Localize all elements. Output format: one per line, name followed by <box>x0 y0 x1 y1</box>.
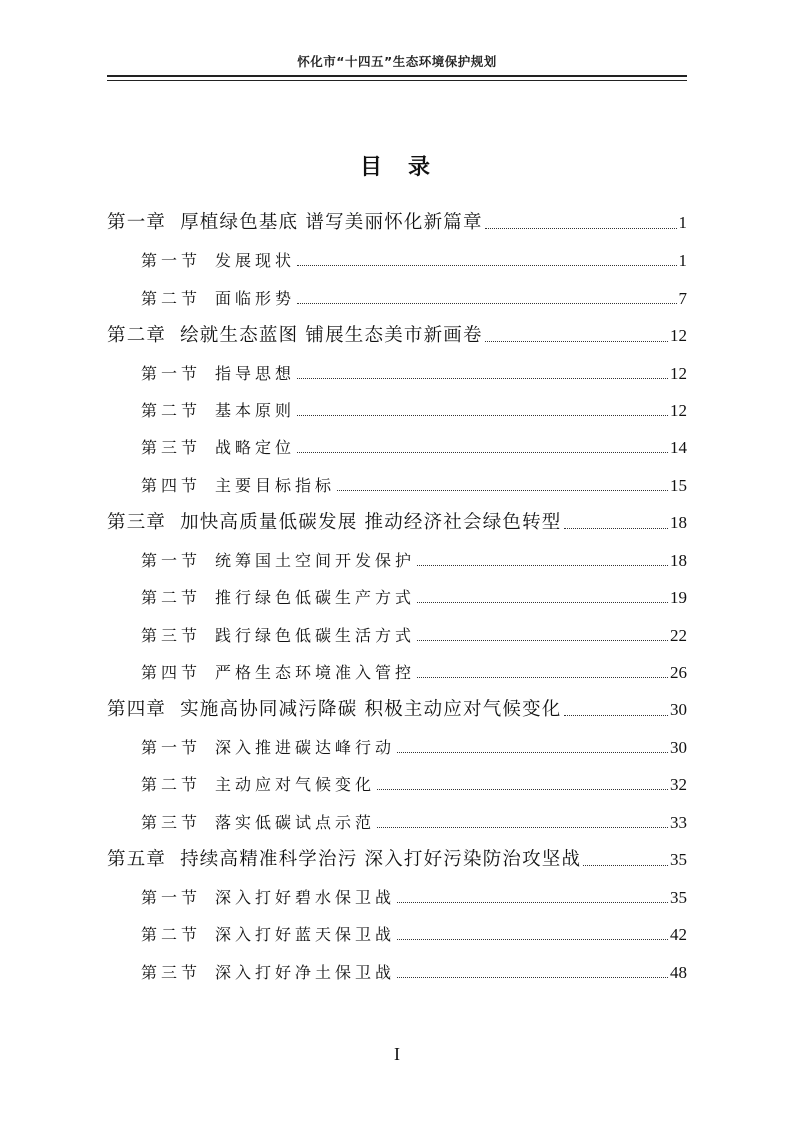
page-footer-number: I <box>394 1044 400 1064</box>
section-number: 第四节 <box>141 663 202 682</box>
chapter-number: 第一章 <box>107 212 167 233</box>
section-number: 第一节 <box>141 364 202 383</box>
toc-section-entry[interactable] <box>141 772 687 795</box>
section-number: 第二节 <box>141 925 202 944</box>
page-number: 30 <box>670 738 687 757</box>
dot-leader <box>297 415 668 416</box>
entry-title: 战略定位 <box>215 438 296 457</box>
page-number: 15 <box>670 476 687 495</box>
toc-section-entry[interactable] <box>141 398 687 421</box>
entry-title: 基本原则 <box>215 401 296 420</box>
page-number: 12 <box>670 364 687 383</box>
entry-title: 厚植绿色基底 谱写美丽怀化新篇章 <box>180 212 483 233</box>
entry-title: 深入推进碳达峰行动 <box>215 738 396 757</box>
page-number: 12 <box>670 401 687 420</box>
section-number: 第一节 <box>141 738 202 757</box>
running-header: 怀化市“十四五”生态环境保护规划 <box>297 54 497 69</box>
chapter-number: 第二章 <box>107 325 167 346</box>
header-rule-thin <box>107 80 687 81</box>
header-rule-thick <box>107 75 687 77</box>
section-number: 第二节 <box>141 588 202 607</box>
section-number: 第二节 <box>141 775 202 794</box>
dot-leader <box>583 865 668 866</box>
entry-title: 深入打好碧水保卫战 <box>215 888 396 907</box>
page-number: 18 <box>670 551 687 570</box>
dot-leader <box>417 677 668 678</box>
entry-title: 绘就生态蓝图 铺展生态美市新画卷 <box>180 325 483 346</box>
section-number: 第四节 <box>141 476 202 495</box>
toc-title-part1: 目 <box>359 155 386 180</box>
page-number: 32 <box>670 775 687 794</box>
page-number: 30 <box>670 700 687 719</box>
dot-leader <box>417 640 668 641</box>
entry-title: 主动应对气候变化 <box>215 775 376 794</box>
entry-title: 主要目标指标 <box>215 476 336 495</box>
dot-leader <box>297 452 668 453</box>
page-number: 35 <box>670 888 687 907</box>
toc-section-entry[interactable] <box>141 660 687 683</box>
toc-section-entry[interactable] <box>141 361 687 384</box>
toc-title <box>107 150 687 181</box>
section-number: 第一节 <box>141 251 202 270</box>
section-number: 第三节 <box>141 438 202 457</box>
toc-section-entry[interactable] <box>141 435 687 458</box>
entry-title: 践行绿色低碳生活方式 <box>215 626 416 645</box>
entry-title: 深入打好净土保卫战 <box>215 963 396 982</box>
toc-section-entry[interactable] <box>141 960 687 983</box>
section-number: 第三节 <box>141 813 202 832</box>
toc-section-entry[interactable] <box>141 623 687 646</box>
toc-section-entry[interactable] <box>141 548 687 571</box>
toc-section-entry[interactable] <box>141 922 687 945</box>
page-number: 42 <box>670 925 687 944</box>
toc-chapter-entry[interactable] <box>107 208 687 234</box>
toc-chapter-entry[interactable] <box>107 508 687 534</box>
dot-leader <box>485 341 668 342</box>
toc-chapter-entry[interactable] <box>107 845 687 871</box>
entry-title: 推行绿色低碳生产方式 <box>215 588 416 607</box>
dot-leader <box>337 490 668 491</box>
dot-leader <box>397 902 668 903</box>
dot-leader <box>397 752 668 753</box>
toc-section-entry[interactable] <box>141 735 687 758</box>
section-number: 第二节 <box>141 289 202 308</box>
dot-leader <box>297 303 676 304</box>
dot-leader <box>377 789 668 790</box>
section-number: 第三节 <box>141 626 202 645</box>
entry-title: 严格生态环境准入管控 <box>215 663 416 682</box>
page-number: 1 <box>678 251 687 270</box>
chapter-number: 第四章 <box>107 699 167 720</box>
chapter-number: 第五章 <box>107 849 167 870</box>
page-number: 18 <box>670 513 687 532</box>
toc-section-entry[interactable] <box>141 885 687 908</box>
toc-chapter-entry[interactable] <box>107 695 687 721</box>
chapter-number: 第三章 <box>107 512 167 533</box>
page-number: 26 <box>670 663 687 682</box>
entry-title: 指导思想 <box>215 364 296 383</box>
section-number: 第一节 <box>141 888 202 907</box>
toc-chapter-entry[interactable] <box>107 321 687 347</box>
page-number: 12 <box>670 326 687 345</box>
entry-title: 统筹国土空间开发保护 <box>215 551 416 570</box>
toc-section-entry[interactable] <box>141 286 687 309</box>
page-number: 14 <box>670 438 687 457</box>
entry-title: 发展现状 <box>215 251 296 270</box>
dot-leader <box>564 715 669 716</box>
dot-leader <box>485 228 677 229</box>
entry-title: 实施高协同减污降碳 积极主动应对气候变化 <box>180 699 562 720</box>
entry-title: 加快高质量低碳发展 推动经济社会绿色转型 <box>180 512 562 533</box>
entry-title: 落实低碳试点示范 <box>215 813 376 832</box>
page-number: 1 <box>678 213 687 232</box>
page-number: 33 <box>670 813 687 832</box>
section-number: 第一节 <box>141 551 202 570</box>
dot-leader <box>297 265 676 266</box>
page-number: 7 <box>678 289 687 308</box>
toc-title-part2: 录 <box>408 155 435 180</box>
dot-leader <box>564 528 669 529</box>
toc-section-entry[interactable] <box>141 248 687 271</box>
page-number: 35 <box>670 850 687 869</box>
dot-leader <box>297 378 668 379</box>
section-number: 第三节 <box>141 963 202 982</box>
section-number: 第二节 <box>141 401 202 420</box>
entry-title: 持续高精准科学治污 深入打好污染防治攻坚战 <box>180 849 582 870</box>
toc-section-entry[interactable] <box>141 810 687 833</box>
dot-leader <box>377 827 668 828</box>
dot-leader <box>417 565 668 566</box>
toc-section-entry[interactable] <box>141 473 687 496</box>
page-number: 19 <box>670 588 687 607</box>
toc-section-entry[interactable] <box>141 585 687 608</box>
page-number: 48 <box>670 963 687 982</box>
dot-leader <box>397 939 668 940</box>
page-number: 22 <box>670 626 687 645</box>
dot-leader <box>397 977 668 978</box>
entry-title: 深入打好蓝天保卫战 <box>215 925 396 944</box>
dot-leader <box>417 602 668 603</box>
entry-title: 面临形势 <box>215 289 296 308</box>
